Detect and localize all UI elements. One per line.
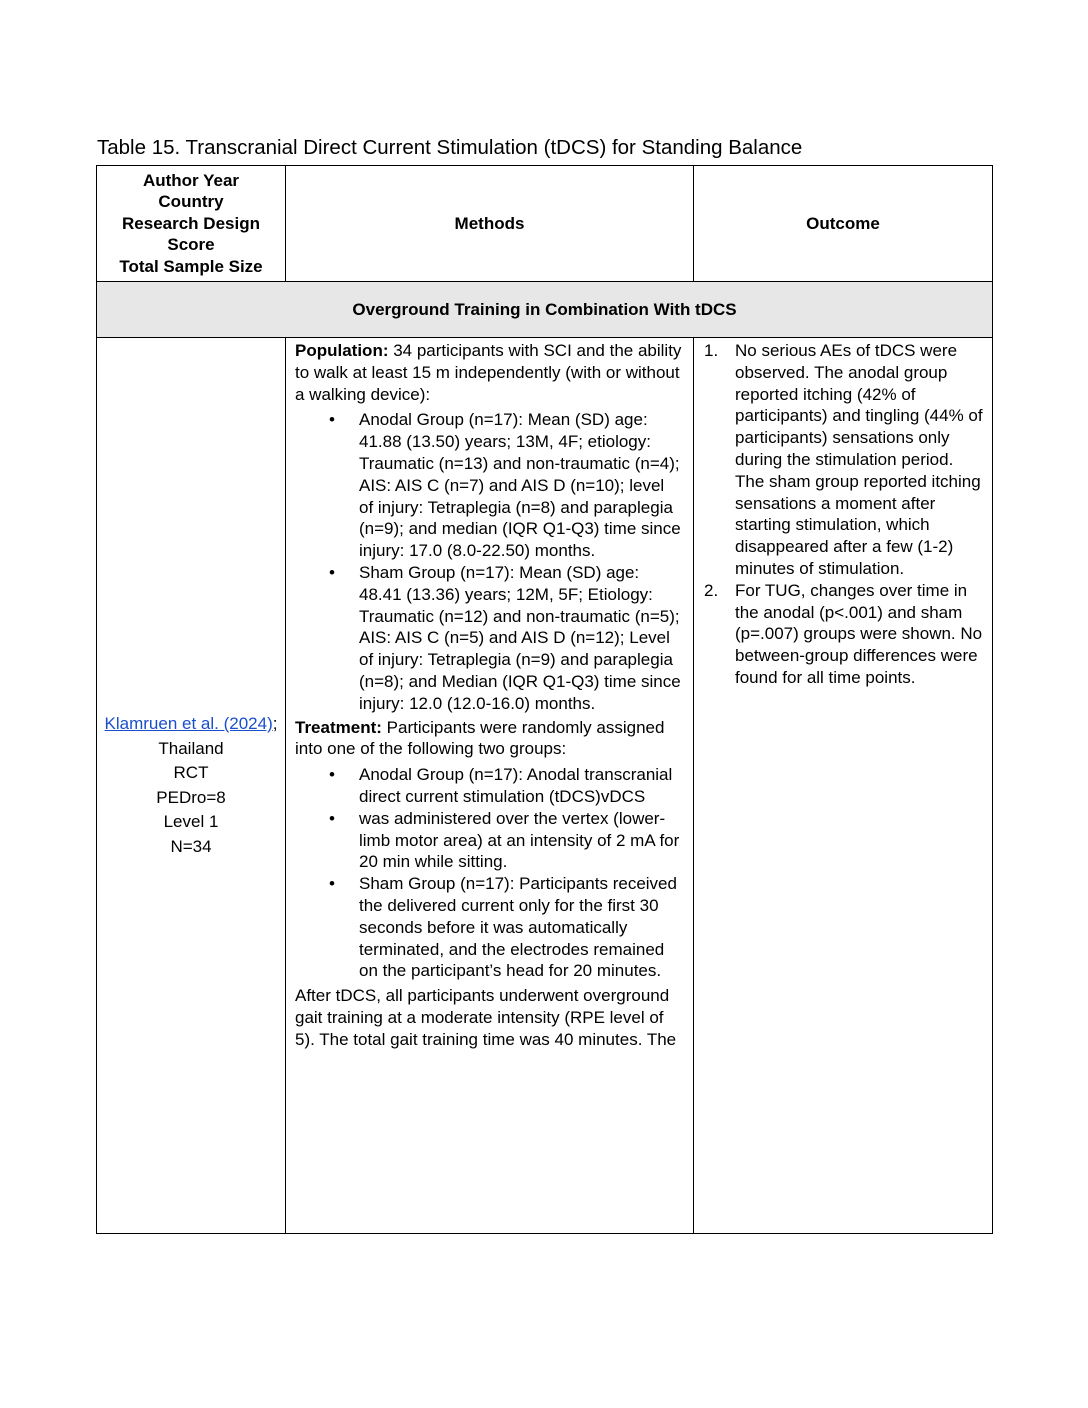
study-details-cell (97, 338, 286, 1234)
header-methods: Methods (286, 166, 694, 282)
header-author-year: Author Year (142, 170, 240, 190)
treatment-label: Treatment: (295, 717, 382, 737)
table-caption: Table 15. Transcranial Direct Current Stimulation (tDCS) for Standing Balance (97, 136, 803, 159)
population-label: Population: (295, 341, 389, 360)
study-citation-link[interactable]: Klamruen et al. (2024) (104, 714, 273, 733)
bullet-icon: • (329, 874, 335, 894)
study-row (97, 338, 993, 1234)
outcome-cell (694, 338, 993, 1234)
list-item (295, 873, 683, 982)
header-score: Score (167, 235, 215, 255)
list-item (295, 562, 683, 715)
list-item (295, 764, 683, 808)
study-score: PEDro=8 (156, 787, 226, 807)
list-item-text: Anodal Group (n=17): Mean (SD) age: 41.88 (13.50) years; 13M, 4F; etiology: Traumatic (n=13) and non-traumatic (n=4); AIS: AIS C (n=7) and AIS D (n=10); level of injury: Tetraplegia (n=8) and paraplegia (n=9); and median (IQR Q1-Q3) time since injury: 17.0 (8.0-22.50) months. (359, 410, 681, 561)
table-header-row (97, 166, 993, 282)
treatment-text: Participants were randomly assigned into one of the following two groups: (295, 717, 665, 759)
header-total-sample-size: Total Sample Size (119, 256, 263, 276)
study-sample-size: N=34 (170, 836, 212, 856)
list-item-text: Sham Group (n=17): Participants received the delivered current only for the first 30 seconds before it was automatically terminated, and the electrodes remained on the participant’s head for 20 minutes. (359, 874, 677, 981)
outcome-number: 1. (704, 341, 719, 360)
list-item-text: Anodal Group (n=17): Anodal transcranial direct current stimulation (tDCS)vDCS (359, 765, 673, 806)
section-row (97, 282, 993, 338)
study-design: RCT (173, 763, 209, 782)
population-paragraph (295, 340, 683, 405)
header-study-details (97, 166, 286, 282)
outcome-number: 2. (704, 580, 719, 600)
section-title: Overground Training in Combination With tDCS (97, 282, 993, 338)
population-text: 34 participants with SCI and the ability to walk at least 15 m independently (with or without a walking device): (295, 341, 682, 404)
outcome-item (704, 340, 984, 580)
bullet-icon: • (329, 808, 335, 828)
list-item-text: Sham Group (n=17): Mean (SD) age: 48.41 (13.36) years; 12M, 5F; Etiology: Traumatic (n=12) and non-traumatic (n=5); AIS: AIS C (n=5) and AIS D (n=12); Level of injury: Tetraplegia (n=9) and paraplegia (n=8); and Median (IQR Q1-Q3) time since injury: 12.0 (12.0-16.0) months. (359, 562, 681, 713)
study-level: Level 1 (163, 812, 219, 831)
outcome-item (704, 580, 984, 689)
treatment-list (295, 764, 683, 982)
bullet-icon: • (329, 410, 335, 430)
study-country: Thailand (158, 738, 224, 758)
treatment-paragraph (295, 717, 683, 761)
outcome-list (704, 340, 984, 689)
evidence-table (96, 165, 993, 1234)
training-paragraph: After tDCS, all participants underwent overground gait training at a moderate intensity (RPE level of 5). The total gait training time was 40 minutes. The (295, 986, 677, 1049)
bullet-icon: • (329, 562, 335, 582)
methods-cell (286, 338, 694, 1234)
list-item-text: was administered over the vertex (lower-limb motor area) at an intensity of 2 mA for 20 min while sitting. (359, 808, 680, 872)
study-citation-suffix: ; (272, 714, 278, 733)
header-outcome: Outcome (694, 166, 993, 282)
list-item (295, 808, 683, 873)
population-list (295, 409, 683, 714)
bullet-icon: • (329, 765, 335, 785)
header-country: Country (158, 192, 224, 212)
outcome-text: For TUG, changes over time in the anodal (p<.001) and sham (p=.007) groups were shown. No between-group differences were found for all time points. (735, 580, 983, 687)
header-research-design: Research Design (122, 213, 260, 233)
outcome-text: No serious AEs of tDCS were observed. The anodal group reported itching (42% of participants) and tingling (44% of participants) sensations only during the stimulation period. The sham group reported itching sensations a moment after starting stimulation, which disappeared after a few (1-2) minutes of stimulation. (735, 341, 983, 578)
list-item (295, 409, 683, 562)
study-citation (97, 712, 285, 737)
